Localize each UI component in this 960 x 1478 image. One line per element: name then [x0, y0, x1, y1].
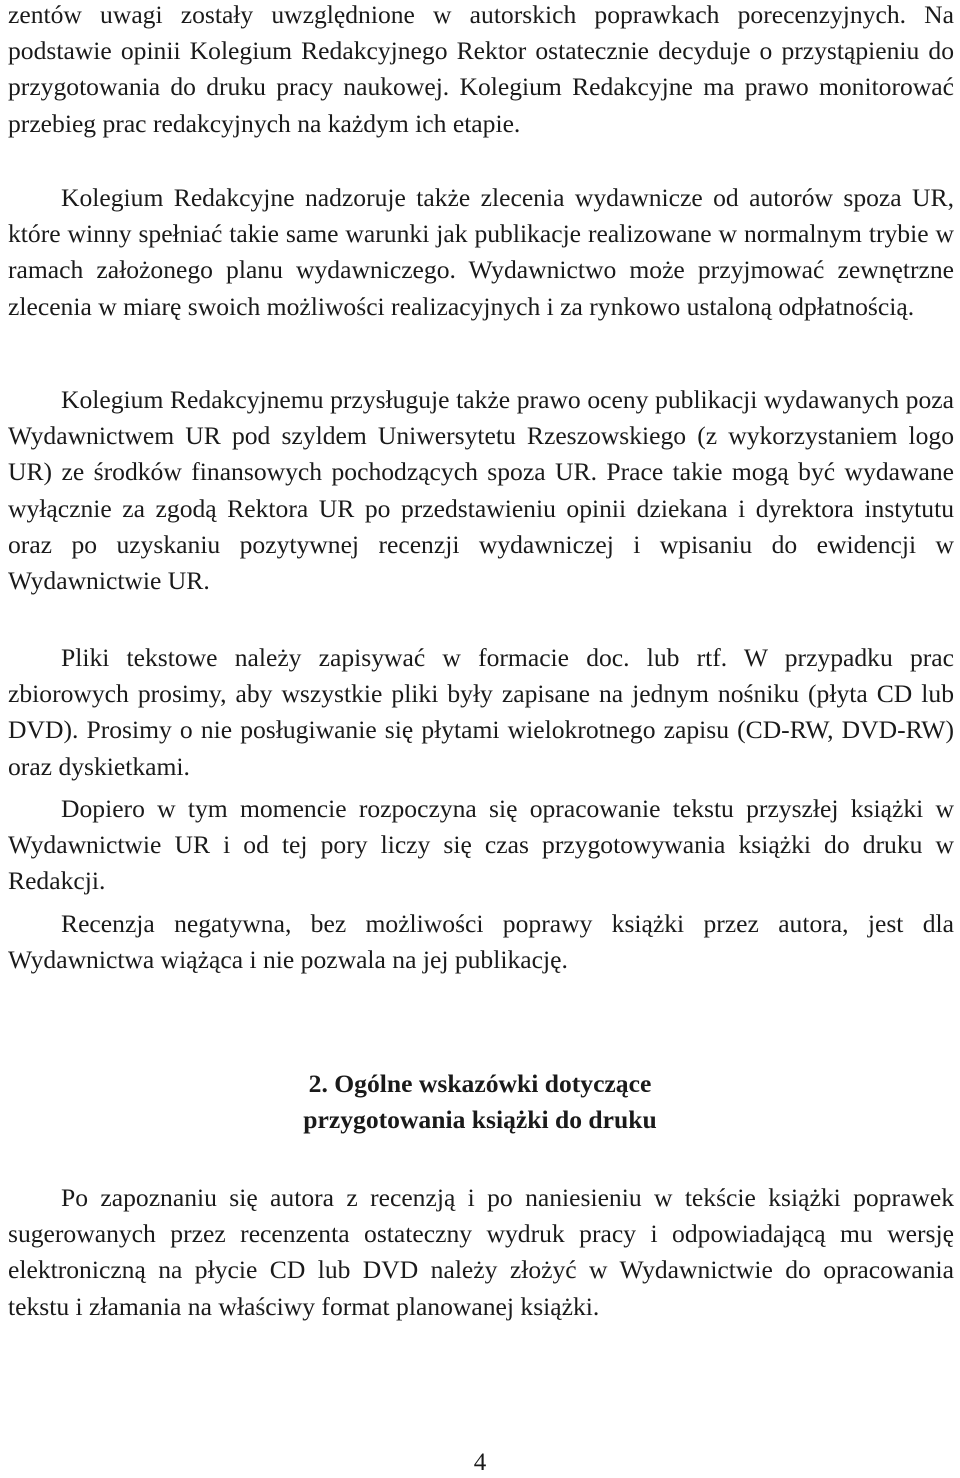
paragraph-publication-assessment: Kolegium Redakcyjnemu przysługuje także prawo oceny publikacji wydawanych poza Wydawnictwem UR pod szyldem Uniwersytetu Rzeszowskiego (z wykorzystaniem logo UR) ze środków finansowych pochodzących spoza UR. Prace takie mogą być wydawane wyłącznie za zgodą Rektora UR po przedstawieniu opinii dziekana i dyrektora instytutu oraz po uzyskaniu pozytywnej recenzji wydawniczej i wpisaniu do ewidencji w Wydawnictwie UR. [8, 385, 954, 596]
page-number: 4 [473, 1449, 487, 1476]
paragraph-editing-start: Dopiero w tym momencie rozpoczyna się opracowanie tekstu przyszłej książki w Wydawnictwie UR i od tej pory liczy się czas przygotowywania książki do druku w Redakcji. [8, 794, 954, 896]
section-heading-line-2: przygotowania książki do druku [303, 1105, 657, 1134]
paragraph-negative-review: Recenzja negatywna, bez możliwości poprawy książki przez autora, jest dla Wydawnictwa wiążąca i nie pozwala na jej publikację. [8, 909, 954, 975]
paragraph-external-commissions: Kolegium Redakcyjne nadzoruje także zlecenia wydawnicze od autorów spoza UR, które winny spełniać takie same warunki jak publikacje realizowane w normalnym trybie w ramach założonego planu wydawniczego. Wydawnictwo może przyjmować zewnętrzne zlecenia w miarę swoich możliwości realizacyjnych i za rynkowo ustaloną odpłatnością. [8, 183, 954, 321]
paragraph-continuation: zentów uwagi zostały uwzględnione w autorskich poprawkach porecenzyjnych. Na podstawie opinii Kolegium Redakcyjnego Rektor ostatecznie decyduje o przystąpieniu do przygotowania do druku pracy naukowej. Kolegium Redakcyjne ma prawo monitorować przebieg prac redakcyjnych na każdym ich etapie. [8, 0, 954, 138]
paragraph-file-formats: Pliki tekstowe należy zapisywać w formacie doc. lub rtf. W przypadku prac zbiorowych prosimy, aby wszystkie pliki były zapisane na jednym nośniku (płyta CD lub DVD). Prosimy o nie posługiwanie się płytami wielokrotnego zapisu (CD-RW, DVD-RW) oraz dyskietkami. [8, 643, 954, 781]
paragraph-submission-instructions: Po zapoznaniu się autora z recenzją i po naniesieniu w tekście książki poprawek sugerowanych przez recenzenta ostateczny wydruk pracy i odpowiadającą mu wersję elektroniczną na płycie CD lub DVD należy złożyć w Wydawnictwie do opracowania tekstu i złamania na właściwy format planowanej książki. [8, 1183, 954, 1321]
section-heading-line-1: 2. Ogólne wskazówki dotyczące [308, 1069, 652, 1098]
